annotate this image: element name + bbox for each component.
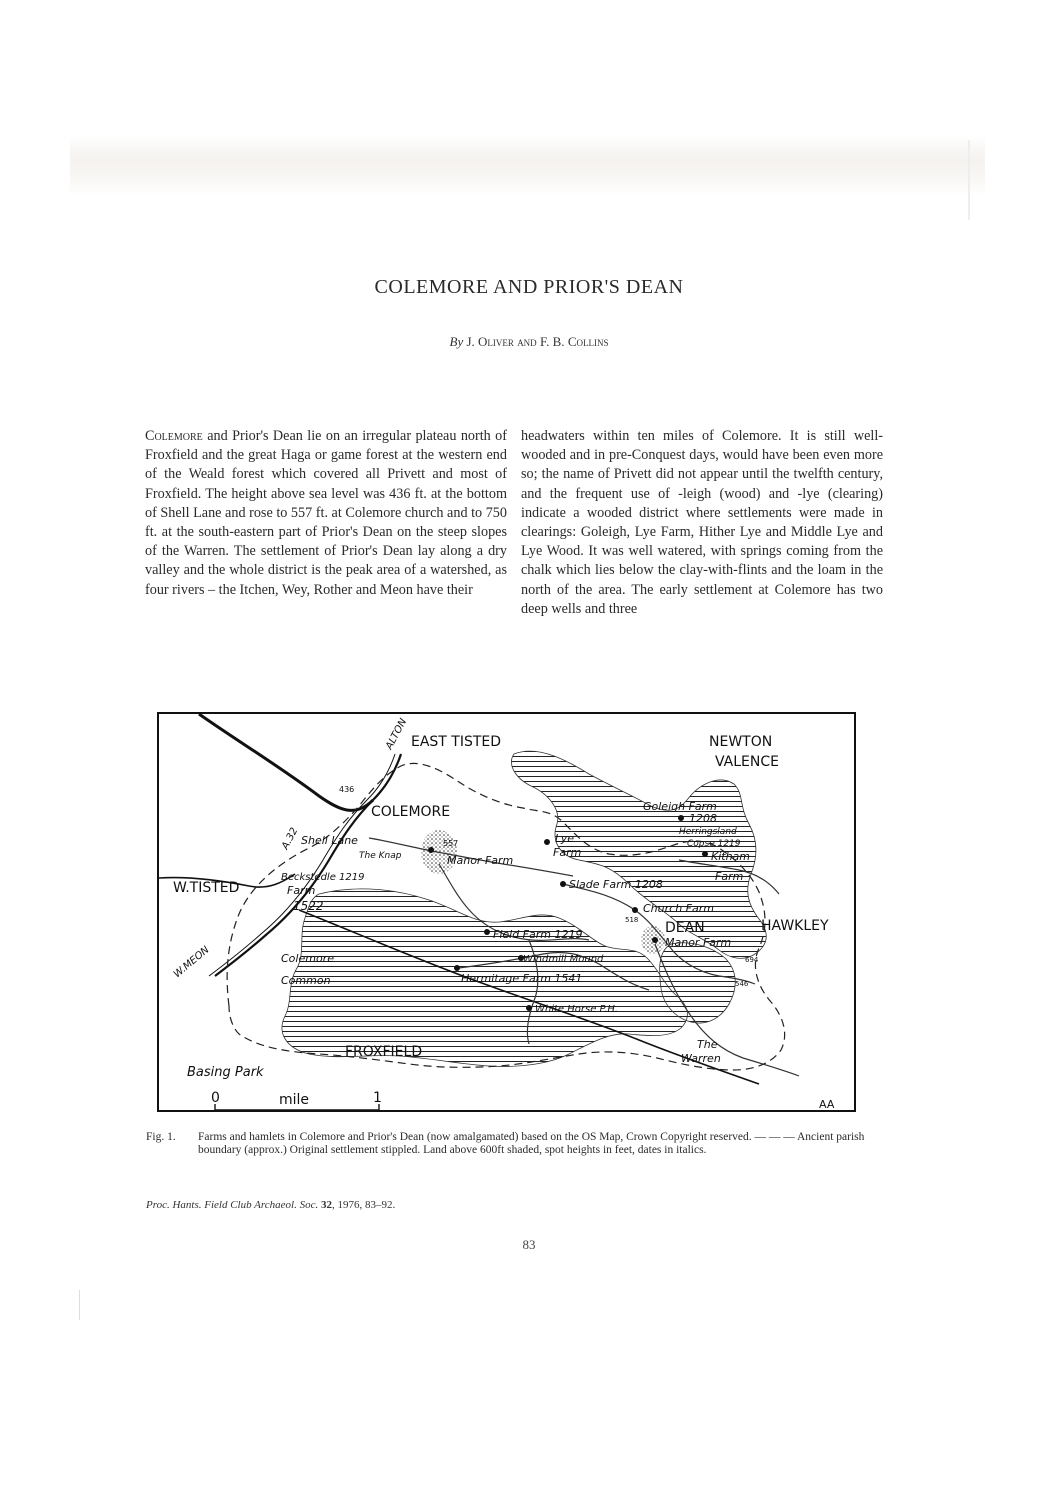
marker-kitham-farm <box>702 851 708 857</box>
label-scale-unit: mile <box>279 1092 310 1108</box>
byline <box>0 334 1058 350</box>
marker-church-farm <box>632 907 638 913</box>
label-hawkley: HAWKLEY <box>761 918 829 934</box>
marker-white-horse <box>526 1005 532 1011</box>
label-lye: Lye <box>555 832 575 845</box>
road-north-west <box>199 714 373 810</box>
label-dean: DEAN <box>665 920 705 936</box>
lead-word: Colemore <box>145 428 203 444</box>
label-w-meon: W.MEON <box>171 944 212 981</box>
byline-first-author: Oliver <box>478 334 514 349</box>
label-manor-farm-dean: Manor Farm <box>665 936 732 949</box>
label-scale-one: 1 <box>373 1090 382 1106</box>
citation-volume: 32 <box>320 1199 332 1211</box>
marker-manor-farm-dean <box>652 937 658 943</box>
citation-rest: , 1976, 83–92. <box>331 1199 396 1211</box>
label-scale-zero: 0 <box>211 1090 220 1106</box>
figure-caption <box>146 1131 886 1157</box>
label-field-farm: Field Farm 1219 <box>493 928 583 941</box>
label-initials: AA <box>819 1098 835 1110</box>
byline-and: and <box>517 334 537 349</box>
left-column-text: and Prior's Dean lie on an irregular plateau north of Froxfield and the great Haga or game forest at the western end of the Weald forest which covered all Privett and most of Froxfield. The height above sea level was 436 ft. at the bottom of Shell Lane and rose to 557 ft. at Colemore church and to 750 ft. at the south-eastern part of Prior's Dean on the steep slopes of the Warren. The settlement of Prior's Dean lay along a dry valley and the whole district is the peak area of a watershed, as four rivers – the Itchen, Wey, Rother and Meon have their <box>145 428 507 598</box>
label-the-warren-2: Warren <box>681 1052 721 1065</box>
label-colemore-common-1: Colemore <box>281 952 334 965</box>
body-column-right: headwaters within ten miles of Colemore. It is still well-wooded and in pre-Conquest days, would have been even more so; the name of Privett did not appear until the twelfth century, and the frequent use of -leigh (wood) and -lye (clearing) indicate a wooded district where settlements were made in clearings: Goleigh, Lye Farm, Hither Lye and Middle Lye and Lye Wood. It was well watered, with springs coming from the chalk which lies below the clay-with-flints and the loam in the north of the area. The early settlement at Colemore has two deep wells and three <box>521 428 883 617</box>
label-manor-farm-colemore: Manor Farm <box>447 854 514 867</box>
caption-text: Farms and hamlets in Colemore and Prior's Dean (now amalgamated) based on the OS Map, Crown Copyright reserved. — — — Ancient parish boundary (approx.) Original settlement stippled. Land above 600ft shaded, spot heights in feet, dates in italics. <box>198 1131 865 1156</box>
citation <box>146 1199 395 1211</box>
scan-margin-mark <box>79 1290 80 1320</box>
label-east-tisted: EAST TISTED <box>411 734 502 750</box>
article-title: COLEMORE AND PRIOR'S DEAN <box>374 276 684 298</box>
label-518: 518 <box>625 916 639 924</box>
label-basing-park: Basing Park <box>187 1065 264 1080</box>
label-beckstedle-date: 1522 <box>293 899 324 913</box>
label-colemore-common-2: Common <box>281 974 331 987</box>
marker-slade-farm <box>560 881 566 887</box>
marker-hermitage-farm <box>454 965 460 971</box>
label-w-tisted: W.TISTED <box>173 880 240 896</box>
label-church-farm: Church Farm <box>643 902 714 915</box>
marker-goleigh-farm <box>678 815 684 821</box>
label-colemore: COLEMORE <box>371 804 451 820</box>
marker-the-knap <box>428 847 434 853</box>
label-beckstedle: Beckstedle 1219 <box>281 872 365 883</box>
marker-lye-farm <box>544 839 550 845</box>
label-694: 694 <box>745 956 759 964</box>
byline-by: By <box>449 334 464 349</box>
label-kitham-farm: Farm <box>715 870 744 883</box>
map-svg <box>159 714 854 1110</box>
marker-field-farm <box>484 929 490 935</box>
label-hermitage-farm: Hermitage Farm 1541 <box>461 972 583 985</box>
label-the-warren-1: The <box>697 1038 718 1051</box>
label-windmill-mound: Windmill Mound <box>523 954 604 965</box>
label-white-horse: White Horse P.H. <box>535 1004 619 1015</box>
map-figure <box>157 712 856 1112</box>
label-froxfield: FROXFIELD <box>345 1044 423 1060</box>
label-436: 436 <box>339 785 355 794</box>
figure-label: Fig. 1. <box>146 1131 176 1143</box>
byline-second-initial: F. B. <box>539 334 565 349</box>
label-copse-date: Copse 1219 <box>687 839 741 849</box>
body-column-left <box>145 427 507 600</box>
label-valence: VALENCE <box>715 754 779 770</box>
label-546: 546 <box>735 980 749 988</box>
label-shell-lane: Shell Lane <box>301 834 358 847</box>
scan-smudge <box>70 136 985 196</box>
label-herringsland: Herringsland <box>679 827 737 837</box>
label-goleigh-farm: Goleigh Farm <box>643 800 717 813</box>
label-newton: NEWTON <box>709 734 773 750</box>
scan-mark <box>968 140 970 220</box>
label-alton: ALTON <box>383 716 410 752</box>
label-goleigh-date: 1208 <box>689 812 717 825</box>
label-kitham: Kitham <box>711 850 751 863</box>
page-number: 83 <box>522 1237 536 1252</box>
byline-first-initial: J. <box>466 334 475 349</box>
label-a32: A.32 <box>279 825 301 852</box>
label-the-knap: The Knap <box>359 851 402 861</box>
byline-second-author: Collins <box>567 334 609 349</box>
label-slade-farm: Slade Farm 1208 <box>569 878 663 891</box>
label-557: 557 <box>443 839 459 848</box>
label-beckstedle-farm: Farm <box>287 884 316 897</box>
label-lye-farm: Farm <box>553 846 582 859</box>
citation-journal: Proc. Hants. Field Club Archaeol. Soc. <box>146 1199 319 1211</box>
